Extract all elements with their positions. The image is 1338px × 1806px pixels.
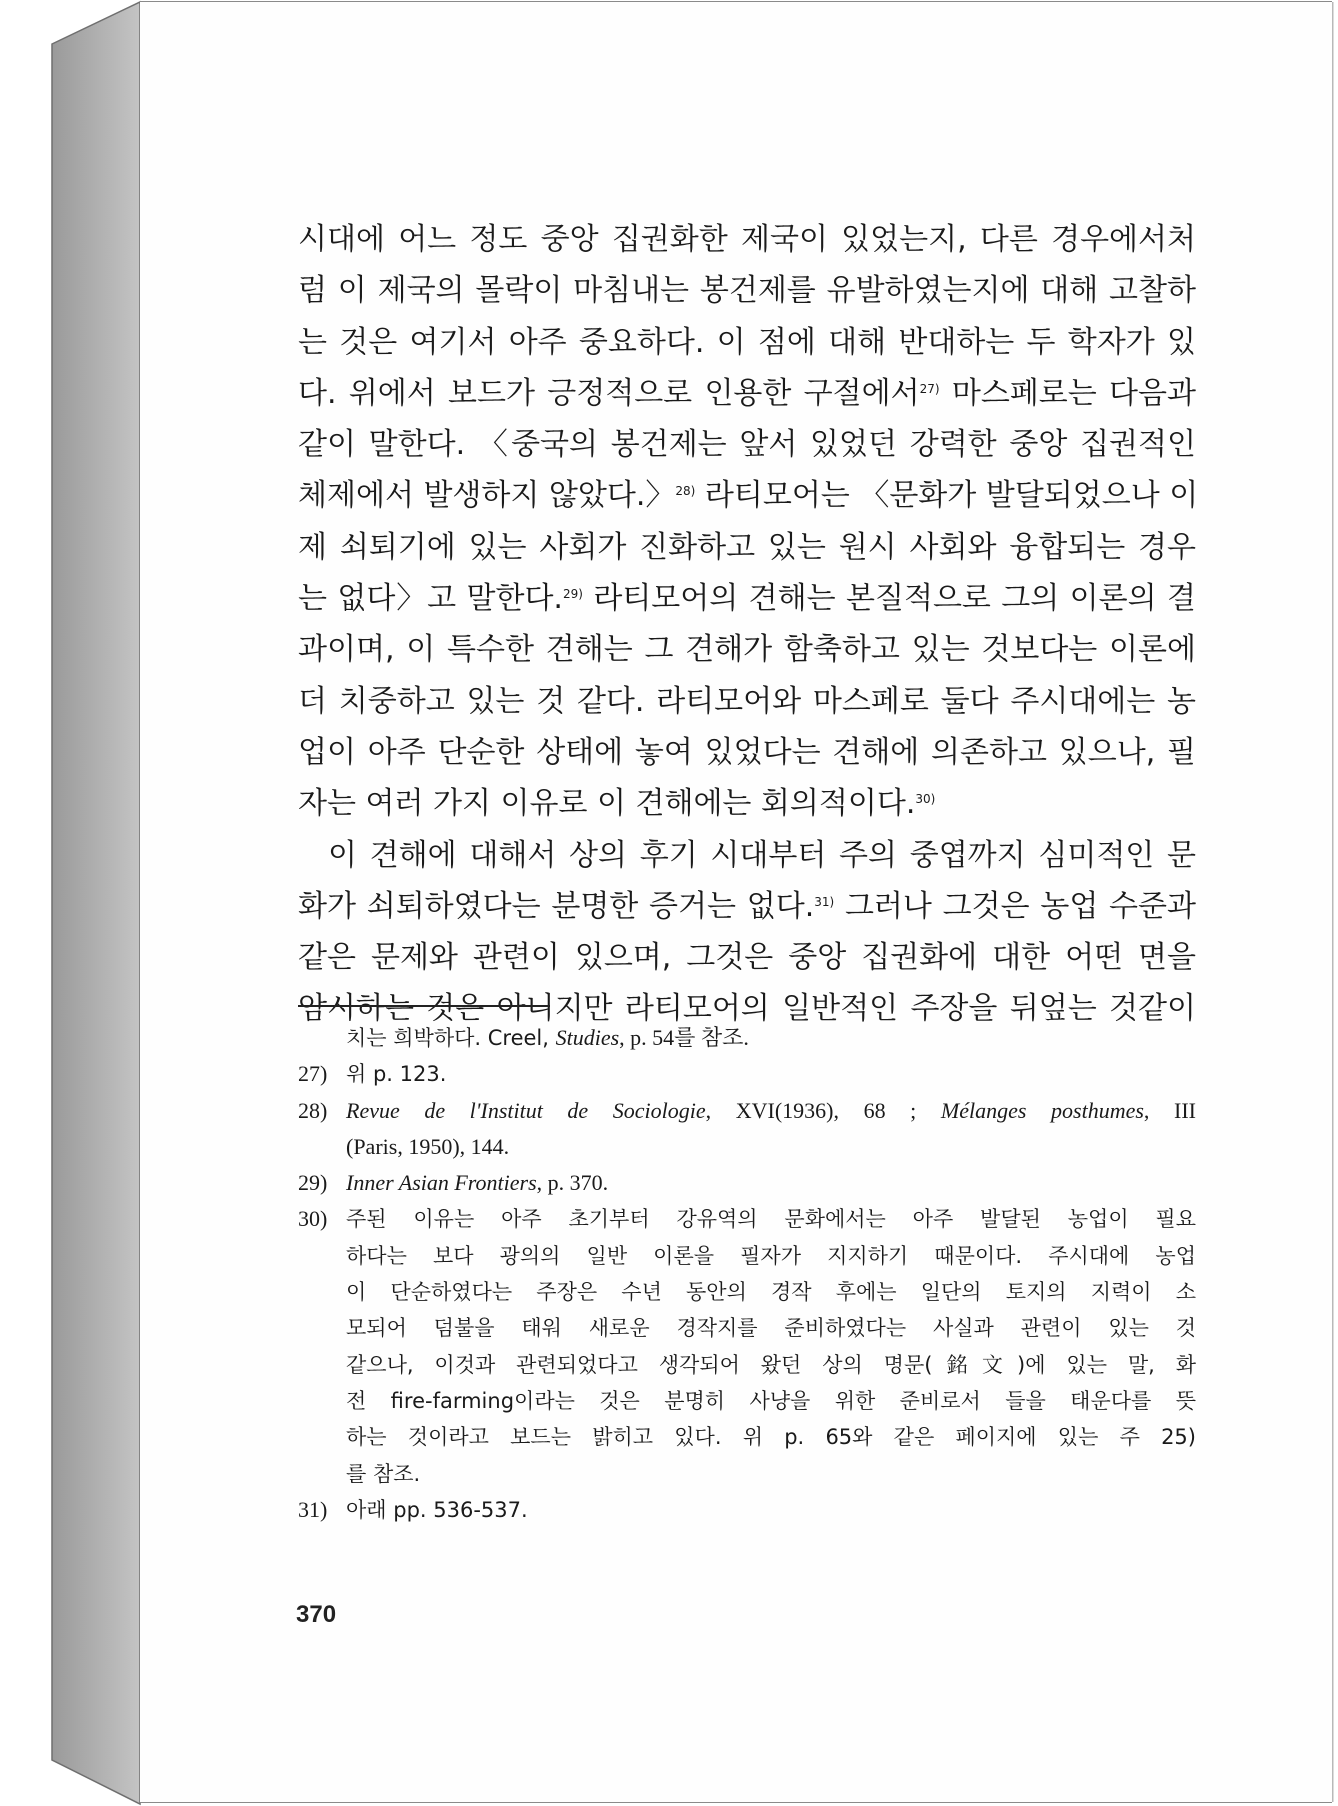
body-line-2: 럼 이 제국의 몰락이 마침내는 봉건제를 유발하였는지에 대해 고찰하 bbox=[298, 273, 1196, 309]
body-line-5: 같이 말한다. 〈중국의 봉건제는 앞서 있었던 강력한 중앙 집권적인 bbox=[298, 427, 1196, 463]
footnote-27: 27) 위 p. 123. bbox=[298, 1061, 447, 1087]
body-text bbox=[298, 214, 1199, 1035]
body-line-12: 자는 여러 가지 이유로 이 견해에는 회의적이다.$^{30)}$ bbox=[298, 786, 936, 822]
footnote-ref-29: 29) bbox=[562, 587, 583, 602]
footnote-ref-31: 31) bbox=[814, 894, 835, 909]
footnote-continuation: 치는 희박하다. Creel, Studies, p. 54를 참조. bbox=[346, 1025, 749, 1050]
page-number: 370 bbox=[296, 1601, 337, 1628]
body-line-15: 같은 문제와 관련이 있으며, 그것은 중앙 집권화에 대한 어떤 면을 bbox=[298, 940, 1196, 976]
body-line-9: 과이며, 이 특수한 견해는 그 견해가 함축하고 있는 것보다는 이론에 bbox=[298, 632, 1196, 668]
body-line-3: 는 것은 여기서 아주 중요하다. 이 점에 대해 반대하는 두 학자가 있 bbox=[298, 324, 1196, 360]
footnote-29: 29) Inner Asian Frontiers, p. 370. bbox=[298, 1170, 609, 1196]
body-line-16: 암시하는 것은 아니지만 라티모어의 일반적인 주장을 뒤엎는 것같이 bbox=[298, 991, 1196, 1027]
body-line-8: 는 없다〉고 말한다.$^{29)}$ 라티모어의 견해는 본질적으로 그의 이론의 결 bbox=[298, 581, 1197, 617]
footnote-divider bbox=[298, 1005, 550, 1007]
body-line-14: 화가 쇠퇴하였다는 분명한 증거는 없다.$^{31)}$ 그러나 그것은 농업 수준과 bbox=[298, 888, 1196, 924]
body-line-13: 이 견해에 대해서 상의 후기 시대부터 주의 중엽까지 심미적인 문 bbox=[328, 837, 1196, 873]
body-line-6: 체제에서 발생하지 않았다.〉$^{28)}$ 라티모어는 〈문화가 발달되었으나 이 bbox=[298, 478, 1199, 514]
footnote-30: 30) 주된 이유는 아주 초기부터 강유역의 문화에서는 아주 발달된 농업이 필요 하다는 보다 광의의 일반 이론을 필자가 지지하기 때문이다. 주시대에 농업 이 단순하였다는 주장은 수년 동안의 경작 후에는 일단의 토지의 지력이 소 모되어 덤불을 태워 새로운 경작지를 준비하였다는 사실과 관련이 있는 것 같으나, 이것과 관련되었다고 생각되어 왔던 상의 명문(銘文)에 있는 말, 화 전 fire-farming이라는 것은 분명히 사냥을 위한 준비로서 들을 태운다를 뜻 하는 것이라고 보드는 밝히고 있다. 위 p. 65와 같은 페이지에 있는 주 25) 를 참조. bbox=[298, 1206, 1196, 1486]
body-line-11: 업이 아주 단순한 상태에 놓여 있었다는 견해에 의존하고 있으나, 필 bbox=[298, 734, 1196, 770]
footnote-31: 31) 아래 pp. 536-537. bbox=[298, 1496, 528, 1522]
footnote-ref-27: 27) bbox=[919, 381, 940, 396]
body-line-7: 제 쇠퇴기에 있는 사회가 진화하고 있는 원시 사회와 융합되는 경우 bbox=[298, 529, 1196, 565]
footnote-ref-30: 30) bbox=[915, 792, 936, 807]
footnote-28: 28) Revue de l'Institut de Sociologie, XVI(1936), 68 ; Mélanges posthumes, III (Paris, 1950), 144. bbox=[298, 1097, 1196, 1159]
body-line-10: 더 치중하고 있는 것 같다. 라티모어와 마스페로 둘다 주시대에는 농 bbox=[298, 683, 1196, 719]
body-line-1: 시대에 어느 정도 중앙 집권화한 제국이 있었는지, 다른 경우에서처 bbox=[298, 222, 1196, 257]
footnote-ref-28: 28) bbox=[675, 484, 696, 499]
footnotes bbox=[298, 1020, 1196, 1528]
body-line-4: 다. 위에서 보드가 긍정적으로 인용한 구절에서$^{27)}$ 마스페로는 다음과 bbox=[298, 375, 1196, 411]
